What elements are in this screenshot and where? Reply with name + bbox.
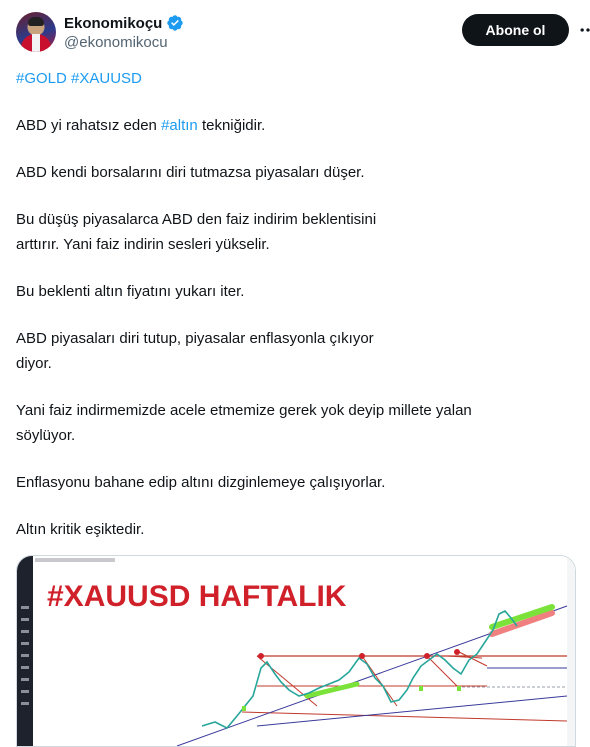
paragraph-5-line-1: ABD piyasaları diri tutup, piyasalar enflasyonla çıkıyor bbox=[16, 330, 374, 347]
hashtag-line bbox=[16, 66, 572, 91]
display-name[interactable]: Ekonomikoçu bbox=[64, 14, 163, 32]
hashtag-xauusd[interactable]: #XAUUSD bbox=[71, 70, 142, 87]
chart-title: #XAUUSD HAFTALIK bbox=[47, 580, 347, 613]
avatar[interactable] bbox=[16, 12, 56, 52]
paragraph-7: Enflasyonu bahane edip altını dizginlemeye çalışıyorlar. bbox=[16, 474, 386, 491]
paragraph-3-line-2: arttırır. Yani faiz indirin sesleri yükselir. bbox=[16, 236, 270, 253]
paragraph-3-line-1: Bu düşüş piyasalarca ABD den faiz indirim beklentisini bbox=[16, 211, 377, 228]
paragraph-4: Bu beklenti altın fiyatını yukarı iter. bbox=[16, 283, 245, 300]
xauusd-weekly-chart bbox=[17, 556, 575, 746]
hashtag-altin[interactable]: #altın bbox=[161, 117, 198, 134]
drawing-toolbar bbox=[17, 556, 33, 746]
verified-badge-icon bbox=[166, 14, 184, 32]
paragraph-6-line-2: söylüyor. bbox=[16, 427, 76, 444]
text-segment: ABD yi rahatsız eden bbox=[16, 117, 162, 134]
paragraph-1 bbox=[16, 113, 572, 138]
more-options-button[interactable] bbox=[574, 16, 590, 44]
name-row bbox=[64, 14, 184, 32]
user-handle[interactable]: @ekonomikocu bbox=[64, 34, 168, 51]
paragraph-2: ABD kendi borsalarını diri tutmazsa piyasaları düşer. bbox=[16, 164, 365, 181]
follow-button[interactable]: Abone ol bbox=[462, 14, 569, 46]
paragraph-6-line-1: Yani faiz indirmemizde acele etmemize gerek yok deyip millete yalan bbox=[16, 402, 472, 419]
attached-chart-image[interactable] bbox=[16, 555, 576, 747]
tweet-header bbox=[16, 12, 590, 56]
paragraph-5-line-2: diyor. bbox=[16, 355, 52, 372]
paragraph-8: Altın kritik eşiktedir. bbox=[16, 521, 145, 538]
tweet-text bbox=[16, 66, 572, 542]
hashtag-gold[interactable]: #GOLD bbox=[16, 70, 67, 87]
text-segment: tekniğidir. bbox=[197, 117, 266, 134]
more-horizontal-icon bbox=[578, 20, 590, 40]
